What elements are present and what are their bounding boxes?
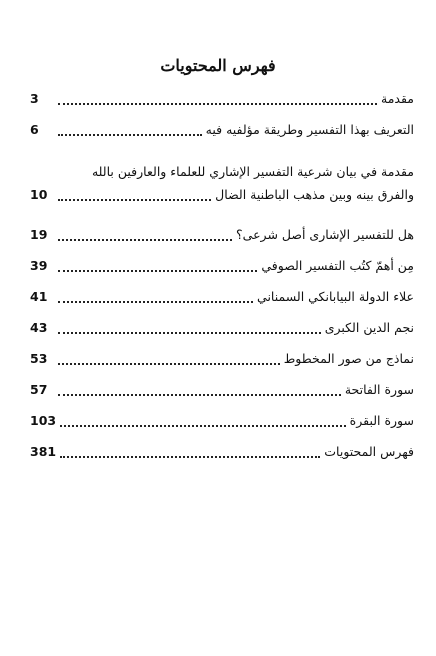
- toc-page-number: 43: [30, 320, 48, 335]
- toc-line: [30, 88, 414, 110]
- toc-entry-title: علاء الدولة البيابانكي السمناني: [257, 289, 414, 304]
- toc-entry[interactable]: [30, 379, 414, 410]
- dot-leader: [58, 88, 377, 110]
- dot-leader: [58, 119, 202, 141]
- toc-entry-title-line1: مقدمة في بيان شرعية التفسير الإشاري للعلماء والعارفين بالله: [91, 164, 414, 179]
- toc-entry[interactable]: [30, 286, 414, 317]
- toc-page-number: 381: [30, 444, 57, 459]
- toc-line: [30, 379, 414, 401]
- toc-entry[interactable]: [30, 119, 414, 150]
- toc-entry-title: سورة البقرة: [349, 413, 414, 428]
- toc-entry-title: التعريف بهذا التفسير وطريقة مؤلفيه فيه: [205, 122, 414, 137]
- toc-page-number: 53: [30, 351, 48, 366]
- toc-entry-title: والفرق بينه وبين مذهب الباطنية الضال: [215, 187, 414, 202]
- toc-line: [30, 410, 414, 432]
- toc-page-number: 3: [30, 91, 39, 106]
- toc-entry[interactable]: [30, 348, 414, 379]
- toc-line: [30, 119, 414, 141]
- dot-leader: [58, 255, 257, 277]
- page-title: فهرس المحتويات: [160, 56, 276, 75]
- toc-page-number: 6: [30, 122, 39, 137]
- toc-page-number: 19: [30, 227, 48, 242]
- toc-page-number: 39: [30, 258, 48, 273]
- dot-leader: [58, 379, 341, 401]
- toc-entry-title: هل للتفسير الإشارى أصل شرعى؟: [236, 227, 414, 242]
- toc-line: [30, 317, 414, 339]
- toc-entry[interactable]: [30, 224, 414, 255]
- toc-entry-title: نماذج من صور المخطوط: [283, 351, 414, 366]
- toc-line: [30, 255, 414, 277]
- dot-leader: [58, 224, 232, 246]
- toc-line: [30, 348, 414, 370]
- toc-entry-title: مِن أهمّ كتُب التفسير الصوفي: [261, 258, 414, 273]
- toc-page-number: 103: [30, 413, 57, 428]
- toc-entry-title: مقدمة: [381, 91, 414, 106]
- toc-entry[interactable]: [30, 317, 414, 348]
- dot-leader: [58, 317, 321, 339]
- toc-page-number: 41: [30, 289, 48, 304]
- toc-line: [30, 184, 414, 206]
- toc-entry[interactable]: [30, 410, 414, 441]
- toc-page-number: 57: [30, 382, 48, 397]
- dot-leader: [58, 348, 280, 370]
- dot-leader: [58, 286, 253, 308]
- dot-leader: [60, 410, 346, 432]
- dot-leader: [58, 184, 211, 206]
- toc-entry-title: سورة الفاتحة: [344, 382, 414, 397]
- toc-entry[interactable]: [30, 160, 414, 224]
- toc-line: [30, 286, 414, 308]
- toc-entry[interactable]: [30, 88, 414, 119]
- toc-page-number: 10: [30, 187, 48, 202]
- toc-entry[interactable]: [30, 441, 414, 472]
- toc-entry-title: فهرس المحتويات: [324, 444, 414, 459]
- table-of-contents: [30, 88, 414, 472]
- toc-entry-title: نجم الدين الكبرى: [324, 320, 414, 335]
- dot-leader: [60, 441, 320, 463]
- toc-line: [30, 441, 414, 463]
- toc-line: [30, 224, 414, 246]
- toc-entry[interactable]: [30, 255, 414, 286]
